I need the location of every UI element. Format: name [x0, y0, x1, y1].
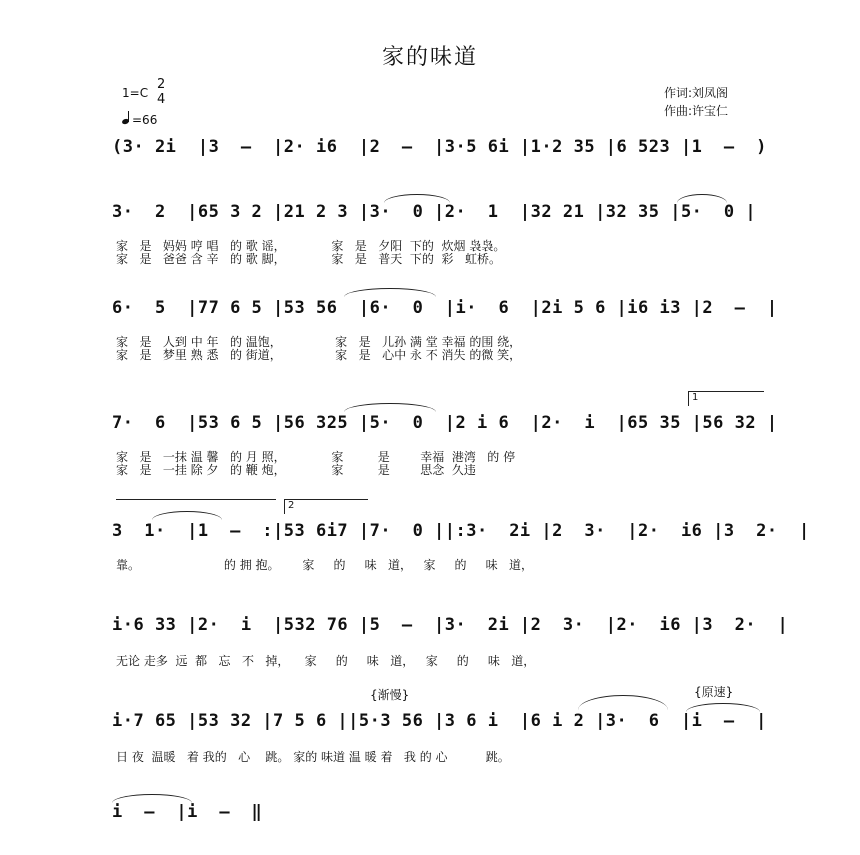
volta-1-bracket: [116, 499, 276, 500]
tempo-marking: [122, 112, 157, 127]
time-signature-bottom: 4: [157, 92, 166, 107]
score-row-5: [112, 613, 789, 673]
time-signature-top: 2: [157, 77, 166, 92]
song-title: 家的味道: [381, 45, 478, 70]
notation-line: (3· 2i |3 – |2· i6 |2 – |3·5 6i |1·2 35 |6 523 |1 – ): [112, 137, 767, 157]
notation-line: i – |i – ‖: [112, 802, 263, 822]
score-row-1: [112, 200, 762, 270]
composer: 作曲:许宝仁: [664, 104, 729, 118]
lyric-line: 日 夜 温暖 着 我的 心 跳。 家的 味道 温 暖 着 我 的 心 跳。: [116, 750, 510, 764]
lyric-verse-2: 家 是 爸爸 含 辛 的 歌 脚， 家 是 普天 下的 彩 虹桥。: [116, 252, 501, 266]
score-row-6: [112, 709, 767, 769]
slur: [344, 403, 436, 412]
lyric-verse-2: 家 是 梦里 熟 悉 的 街道， 家 是 心中 永 不 消失 的微 笑，: [116, 348, 522, 362]
notation-line: i·6 33 |2· i |532 76 |5 – |3· 2i |2 3· |2· i6 |3 2· |: [112, 615, 789, 635]
key-signature: 1=C: [122, 86, 149, 100]
ritardando-marking: {渐慢}: [370, 688, 410, 702]
credits: [664, 84, 728, 120]
lyric-line: 无论 走多 远 都 忘 不 掉， 家 的 味 道， 家 的 味 道，: [116, 654, 536, 668]
score-row-3: [112, 392, 778, 481]
score-row-intro: [112, 135, 767, 165]
lyric-verse-1: 家 是 一抹 温 馨 的 月 照， 家 是 幸福 港湾 的 停: [116, 450, 516, 464]
score-row-4: [112, 500, 810, 579]
volta-1: 1: [688, 391, 764, 406]
slur: [344, 288, 436, 297]
quarter-note-icon: [122, 112, 130, 124]
score-row-2: [112, 296, 778, 366]
notation-line: 3· 2 |65 3 2 |21 2 3 |3· 0 |2· 1 |32 21 |32 35 |5· 0 |: [112, 202, 757, 222]
slur: [578, 695, 668, 710]
a-tempo-marking: {原速}: [694, 685, 734, 699]
lyricist: 作词:刘凤阁: [664, 86, 729, 100]
tempo-value: =66: [132, 113, 158, 127]
lyric-line: 靠。 的 拥 抱。 家 的 味 道， 家 的 味 道，: [116, 558, 534, 572]
lyric-verse-1: 家 是 人到 中 年 的 温饱， 家 是 儿孙 满 堂 幸福 的围 绕，: [116, 335, 522, 349]
score-row-7: [112, 802, 762, 832]
lyric-verse-2: 家 是 一挂 除 夕 的 鞭 炮， 家 是 思念 久违: [116, 463, 476, 477]
lyric-verse-1: 家 是 妈妈 哼 唱 的 歌 谣， 家 是 夕阳 下的 炊烟 袅袅。: [116, 239, 506, 253]
notation-line: 7· 6 |53 6 5 |56 325 |5· 0 |2 i 6 |2· i |65 35 |56 32 |: [112, 413, 778, 433]
time-signature: [157, 77, 165, 107]
notation-line: 3 1· |1 – :|53 6i7 |7· 0 ||:3· 2i |2 3· |2· i6 |3 2· |: [112, 521, 810, 541]
slur: [152, 511, 222, 520]
notation-line: i·7 65 |53 32 |7 5 6 ||5·3 56 |3 6 i |6 i 2 |3· 6 |i – |: [112, 711, 767, 731]
notation-line: 6· 5 |77 6 5 |53 56 |6· 0 |i· 6 |2i 5 6 |i6 i3 |2 – |: [112, 298, 778, 318]
volta-2: 2: [284, 499, 368, 514]
